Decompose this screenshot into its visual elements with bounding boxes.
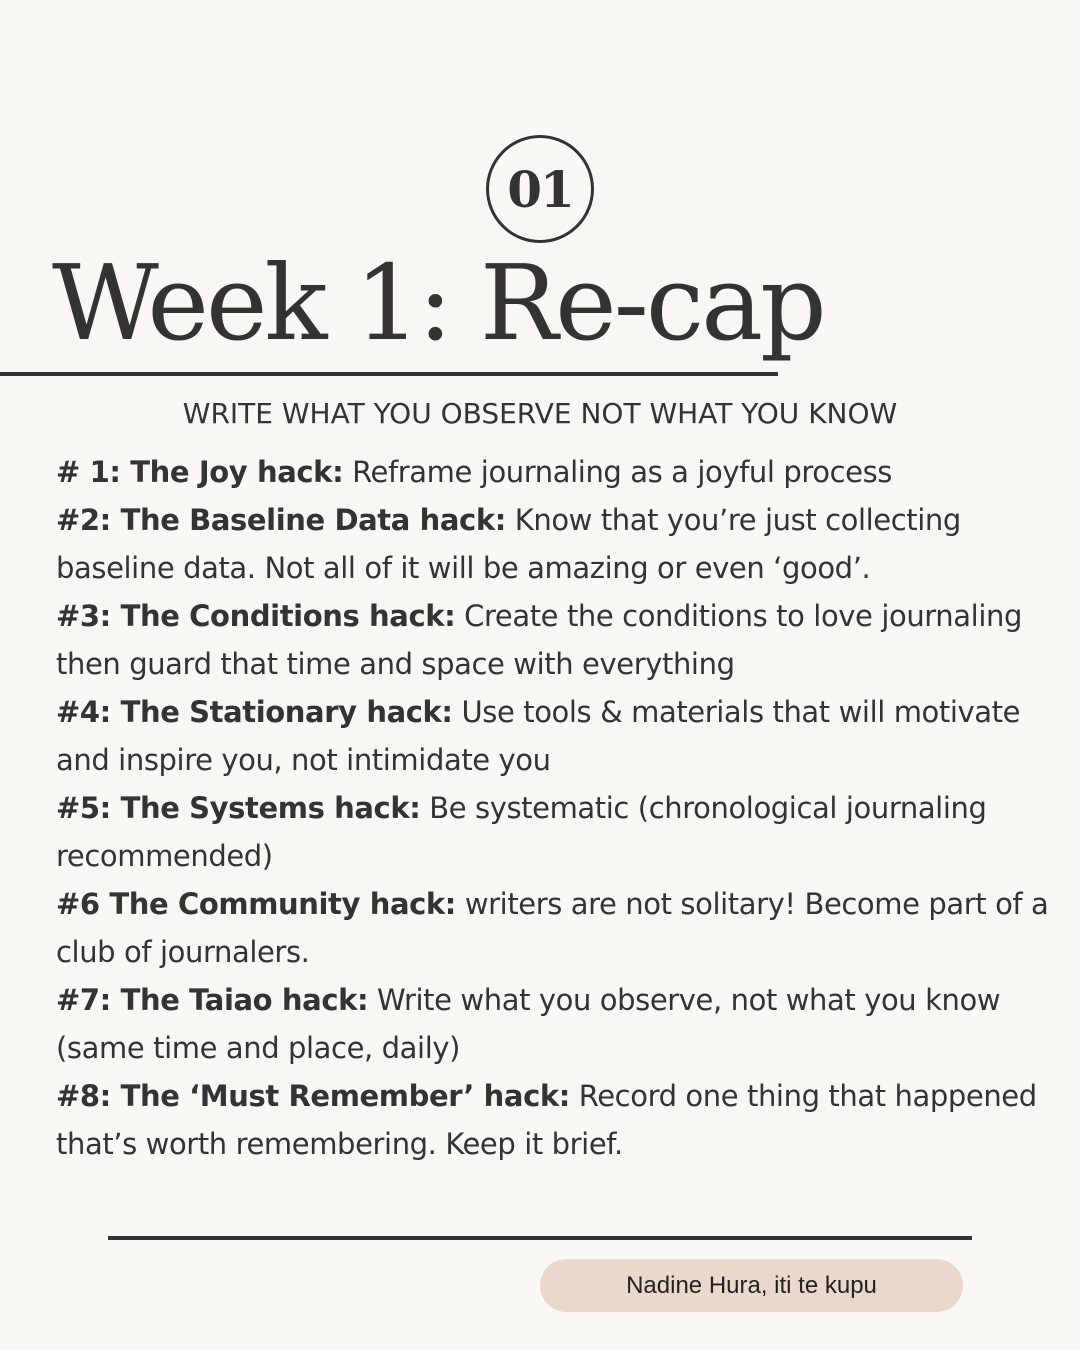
hack-description: Know that you’re just collecting baseline data. Not all of it will be amazing or even ‘good’. — [56, 503, 961, 585]
title-divider — [0, 372, 778, 376]
hack-item — [56, 1072, 1066, 1168]
author-credit-pill — [540, 1259, 963, 1312]
hack-list — [56, 448, 1066, 1168]
hack-name: #2: The Baseline Data hack: — [56, 503, 506, 537]
hack-name: #5: The Systems hack: — [56, 791, 421, 825]
page-subtitle: WRITE WHAT YOU OBSERVE NOT WHAT YOU KNOW — [182, 397, 898, 430]
footer-divider — [108, 1236, 972, 1240]
hack-name: #8: The ‘Must Remember’ hack: — [56, 1079, 570, 1113]
hack-description: Use tools & materials that will motivate and inspire you, not intimidate you — [56, 695, 1021, 777]
hack-description: Reframe journaling as a joyful process — [343, 455, 893, 489]
hack-item — [56, 688, 1066, 784]
hack-description: Record one thing that happened that’s worth remembering. Keep it brief. — [56, 1079, 1037, 1161]
hack-item — [56, 496, 1066, 592]
hack-name: # 1: The Joy hack: — [56, 455, 344, 489]
hack-description: writers are not solitary! Become part of a club of journalers. — [56, 887, 1049, 969]
page-title: Week 1: Re-cap — [52, 242, 824, 364]
hack-name: #3: The Conditions hack: — [56, 599, 456, 633]
hack-description: Be systematic (chronological journaling recommended) — [56, 791, 987, 873]
hack-name: #6 The Community hack: — [56, 887, 456, 921]
hack-description: Create the conditions to love journaling then guard that time and space with everything — [56, 599, 1022, 681]
hack-item — [56, 880, 1066, 976]
hack-item — [56, 976, 1066, 1072]
author-credit-text: Nadine Hura, iti te kupu — [626, 1271, 877, 1299]
hack-item — [56, 592, 1066, 688]
hack-item — [56, 784, 1066, 880]
hack-name: #4: The Stationary hack: — [56, 695, 453, 729]
hack-description: Write what you observe, not what you know (same time and place, daily) — [56, 983, 1001, 1065]
hack-item — [56, 448, 1066, 496]
week-number-badge: 01 — [486, 135, 594, 243]
hack-name: #7: The Taiao hack: — [56, 983, 369, 1017]
